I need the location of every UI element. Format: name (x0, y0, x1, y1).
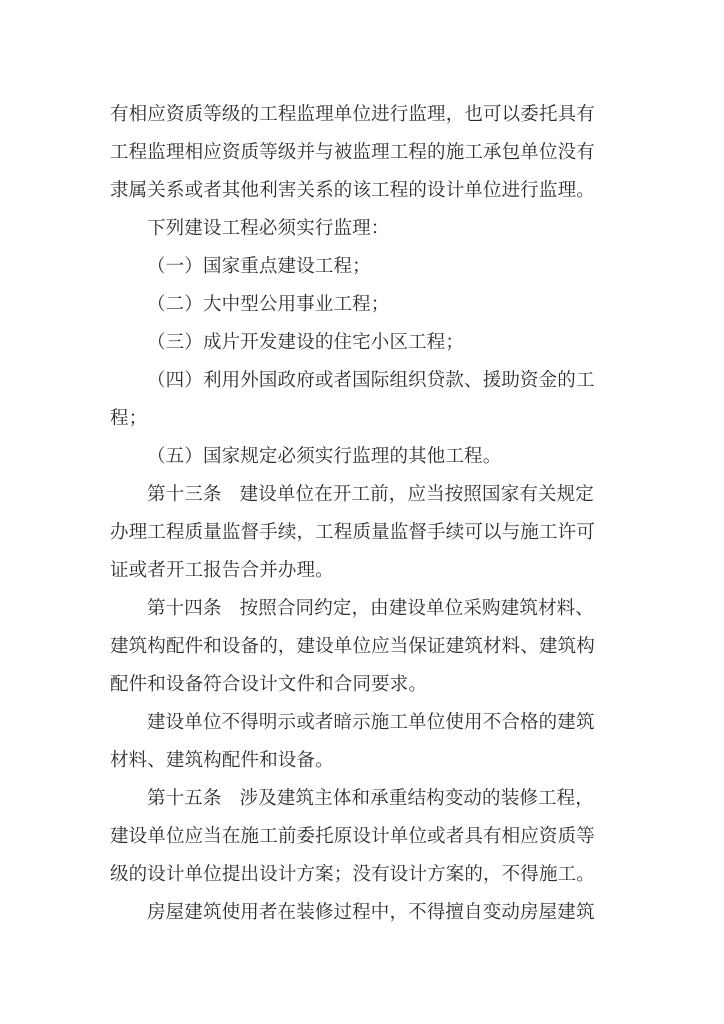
paragraph-line: 建筑构配件和设备的，建设单位应当保证建筑材料、建筑构 (110, 636, 595, 657)
paragraph-line: 有相应资质等级的工程监理单位进行监理，也可以委托具有 (110, 104, 595, 125)
article-15-text: 涉及建筑主体和承重结构变动的装修工程， (239, 788, 594, 809)
supervision-intro: 下列建设工程必须实行监理： (147, 218, 390, 239)
article-15-line (110, 780, 605, 818)
article-13-line (110, 476, 605, 514)
document-page (110, 96, 605, 932)
paragraph-line: 建设单位不得明示或者暗示施工单位使用不合格的建筑 (147, 712, 595, 733)
list-item-1: （一）国家重点建设工程； (147, 256, 371, 277)
paragraph-line: 材料、建筑构配件和设备。 (110, 750, 334, 771)
paragraph-line: 隶属关系或者其他利害关系的该工程的设计单位进行监理。 (110, 180, 595, 201)
article-13-text: 建设单位在开工前，应当按照国家有关规定 (239, 484, 594, 505)
list-item-5: （五）国家规定必须实行监理的其他工程。 (147, 446, 502, 467)
article-15-number: 第十五条 (147, 788, 222, 809)
article-14-line (110, 590, 605, 628)
article-14-text: 按照合同约定，由建设单位采购建筑材料、 (239, 598, 594, 619)
paragraph-line: 房屋建筑使用者在装修过程中，不得擅自变动房屋建筑 (147, 902, 595, 923)
article-13-number: 第十三条 (147, 484, 222, 505)
list-item-4: （四）利用外国政府或者国际组织贷款、援助资金的工 (147, 370, 595, 391)
list-item-3: （三）成片开发建设的住宅小区工程； (147, 332, 465, 353)
article-14-number: 第十四条 (147, 598, 222, 619)
paragraph-line: 建设单位应当在施工前委托原设计单位或者具有相应资质等 (110, 826, 595, 847)
list-item-4-continued: 程； (110, 408, 148, 429)
paragraph-line: 工程监理相应资质等级并与被监理工程的施工承包单位没有 (110, 142, 595, 163)
list-item-2: （二）大中型公用事业工程； (147, 294, 390, 315)
paragraph-line: 级的设计单位提出设计方案；没有设计方案的，不得施工。 (110, 864, 595, 885)
paragraph-line: 办理工程质量监督手续，工程质量监督手续可以与施工许可 (110, 522, 595, 543)
paragraph-line: 证或者开工报告合并办理。 (110, 560, 334, 581)
paragraph-line: 配件和设备符合设计文件和合同要求。 (110, 674, 428, 695)
